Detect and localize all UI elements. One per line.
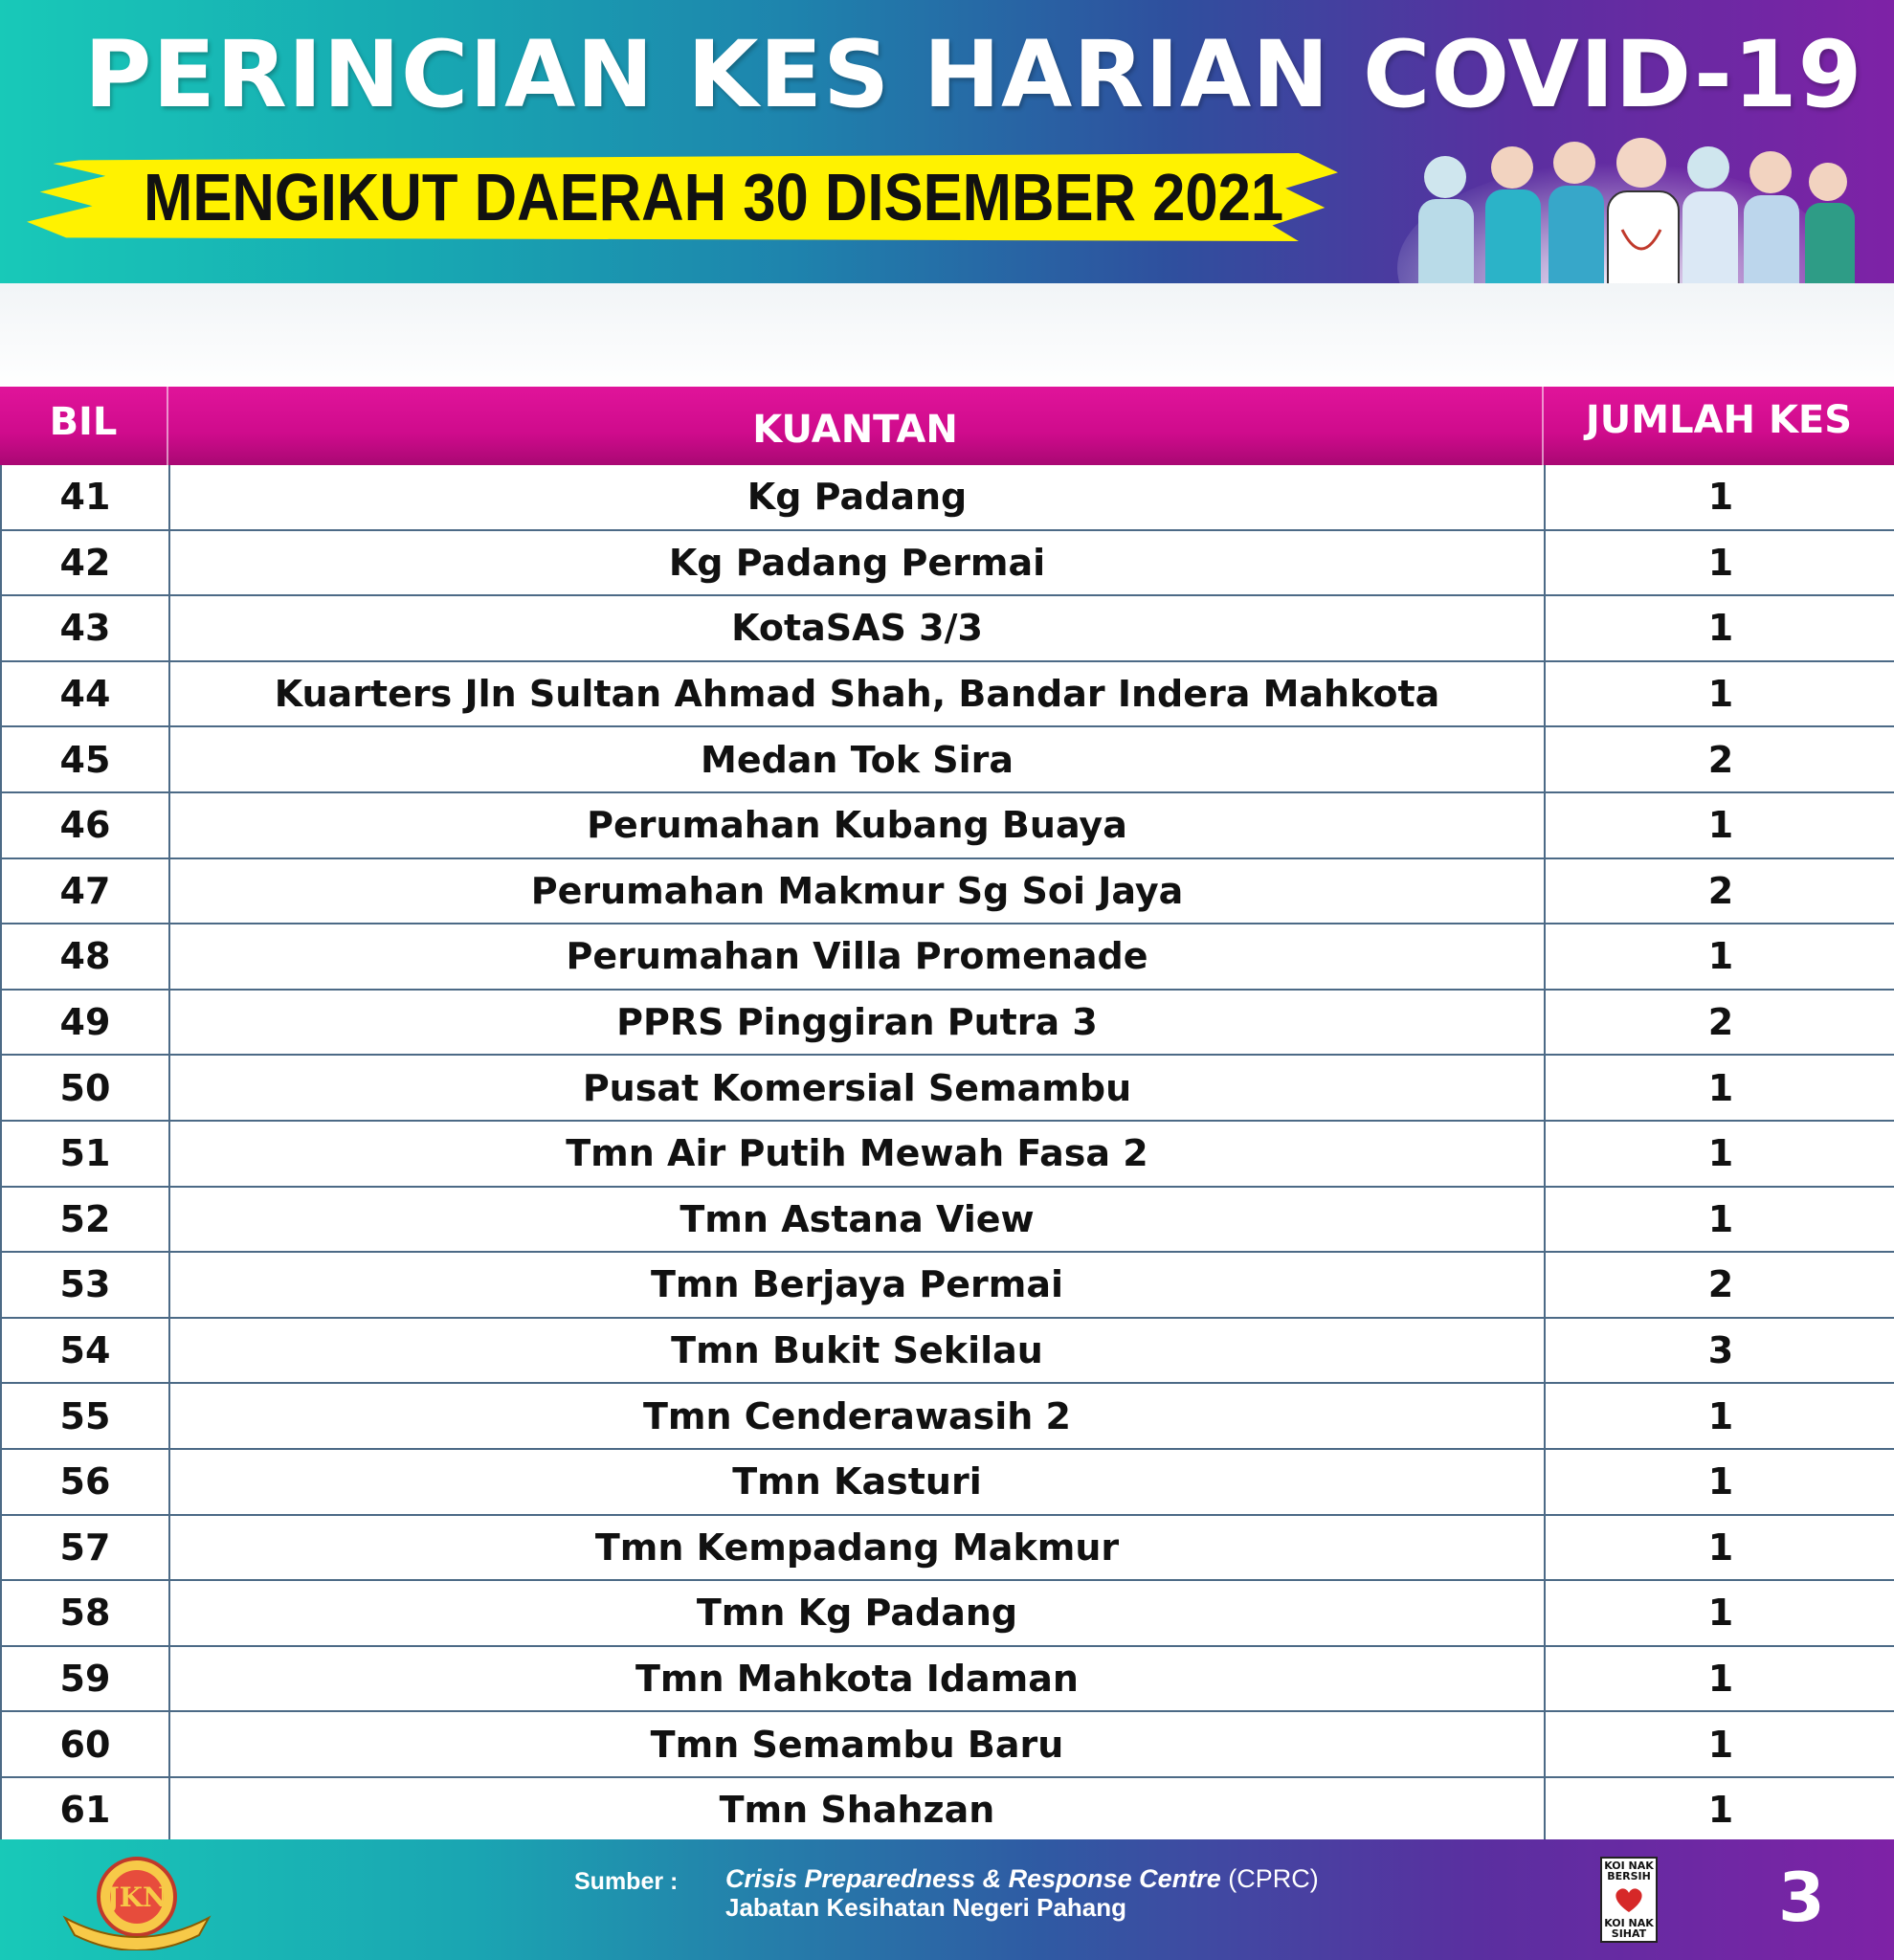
table-row <box>2 991 1894 1057</box>
jkn-crest-icon <box>56 1851 218 1950</box>
case-count-cell: 1 <box>1707 607 1734 650</box>
table-row <box>2 1056 1894 1122</box>
location-cell: PPRS Pinggiran Putra 3 <box>170 991 1546 1055</box>
column-header-total-cases: JUMLAH KES <box>1585 398 1853 442</box>
case-count-cell: 3 <box>1707 1329 1734 1372</box>
source-organisation <box>725 1864 1319 1894</box>
location-cell: Perumahan Makmur Sg Soi Jaya <box>170 859 1546 924</box>
case-count-cell: 1 <box>1707 1657 1734 1700</box>
location-cell: Tmn Kg Padang <box>170 1581 1546 1645</box>
page-title: PERINCIAN KES HARIAN COVID-19 <box>84 21 1863 128</box>
case-count-cell: 1 <box>1707 935 1734 978</box>
koi-logo-top-text: KOI NAK BERSIH <box>1604 1860 1654 1882</box>
table-row <box>2 1188 1894 1254</box>
row-number-cell: 48 <box>2 924 170 989</box>
case-count-cell: 1 <box>1707 541 1734 584</box>
row-number-cell: 42 <box>2 531 170 595</box>
case-count-cell: 2 <box>1707 1263 1734 1306</box>
row-number-cell: 41 <box>2 465 170 529</box>
location-cell: Pusat Komersial Semambu <box>170 1056 1546 1120</box>
location-cell: Tmn Bukit Sekilau <box>170 1319 1546 1383</box>
table-row <box>2 924 1894 991</box>
row-number-cell: 54 <box>2 1319 170 1383</box>
location-cell: Perumahan Villa Promenade <box>170 924 1546 989</box>
table-row <box>2 1384 1894 1450</box>
table-row <box>2 662 1894 728</box>
table-body <box>0 465 1894 1843</box>
location-cell: Tmn Mahkota Idaman <box>170 1647 1546 1711</box>
row-number-cell: 60 <box>2 1712 170 1776</box>
row-number-cell: 47 <box>2 859 170 924</box>
location-cell: Tmn Kasturi <box>170 1450 1546 1514</box>
case-count-cell: 1 <box>1707 1723 1734 1766</box>
koi-nak-bersih-sihat-icon <box>1600 1857 1658 1943</box>
case-count-cell: 1 <box>1707 1394 1734 1437</box>
case-count-cell: 1 <box>1707 476 1734 519</box>
row-number-cell: 51 <box>2 1122 170 1186</box>
table-row <box>2 1122 1894 1188</box>
case-count-cell: 2 <box>1707 738 1734 781</box>
row-number-cell: 58 <box>2 1581 170 1645</box>
case-count-cell: 1 <box>1707 1460 1734 1503</box>
footer <box>0 1839 1894 1960</box>
case-count-cell: 1 <box>1707 1132 1734 1175</box>
location-cell: Tmn Cenderawasih 2 <box>170 1384 1546 1448</box>
location-cell: Kuarters Jln Sultan Ahmad Shah, Bandar Indera Mahkota <box>170 662 1546 726</box>
jkn-logo-text: JKN <box>106 1882 167 1913</box>
location-cell: Tmn Shahzan <box>170 1778 1546 1842</box>
cases-table <box>0 387 1894 1843</box>
page-number: 3 <box>1778 1859 1825 1937</box>
case-count-cell: 1 <box>1707 1197 1734 1240</box>
location-cell: Tmn Kempadang Makmur <box>170 1516 1546 1580</box>
koi-logo-bottom-text: KOI NAK SIHAT <box>1604 1917 1654 1940</box>
table-row <box>2 531 1894 597</box>
table-row <box>2 1647 1894 1713</box>
table-row <box>2 465 1894 531</box>
table-row <box>2 1516 1894 1582</box>
header-banner <box>0 0 1894 283</box>
location-cell: Tmn Astana View <box>170 1188 1546 1252</box>
row-number-cell: 53 <box>2 1253 170 1317</box>
heart-icon <box>1613 1885 1645 1914</box>
source-department: Jabatan Kesihatan Negeri Pahang <box>725 1893 1127 1922</box>
source-org-abbr: (CPRC) <box>1228 1864 1319 1893</box>
case-count-cell: 1 <box>1707 1526 1734 1569</box>
case-count-cell: 1 <box>1707 1066 1734 1109</box>
table-row <box>2 793 1894 859</box>
case-count-cell: 1 <box>1707 1789 1734 1832</box>
case-count-cell: 2 <box>1707 869 1734 912</box>
table-header <box>0 387 1894 465</box>
column-header-bil: BIL <box>0 387 168 465</box>
healthcare-workers-icon <box>1378 124 1885 283</box>
case-count-cell: 1 <box>1707 673 1734 716</box>
row-number-cell: 55 <box>2 1384 170 1448</box>
row-number-cell: 45 <box>2 727 170 791</box>
row-number-cell: 59 <box>2 1647 170 1711</box>
table-row <box>2 1778 1894 1844</box>
row-number-cell: 56 <box>2 1450 170 1514</box>
location-cell: Medan Tok Sira <box>170 727 1546 791</box>
column-header-district: KUANTAN <box>168 387 1544 465</box>
location-cell: Perumahan Kubang Buaya <box>170 793 1546 858</box>
row-number-cell: 49 <box>2 991 170 1055</box>
table-row <box>2 1712 1894 1778</box>
row-number-cell: 44 <box>2 662 170 726</box>
row-number-cell: 50 <box>2 1056 170 1120</box>
location-cell: Tmn Semambu Baru <box>170 1712 1546 1776</box>
row-number-cell: 46 <box>2 793 170 858</box>
location-cell: Tmn Air Putih Mewah Fasa 2 <box>170 1122 1546 1186</box>
row-number-cell: 52 <box>2 1188 170 1252</box>
location-cell: KotaSAS 3/3 <box>170 596 1546 660</box>
table-row <box>2 859 1894 925</box>
table-row <box>2 1253 1894 1319</box>
table-row <box>2 1319 1894 1385</box>
page-subtitle: MENGIKUT DAERAH 30 DISEMBER 2021 <box>144 160 1284 234</box>
source-label: Sumber : <box>574 1868 679 1895</box>
row-number-cell: 61 <box>2 1778 170 1842</box>
case-count-cell: 2 <box>1707 1001 1734 1044</box>
source-org-name: Crisis Preparedness & Response Centre <box>725 1864 1221 1893</box>
case-count-cell: 1 <box>1707 1592 1734 1635</box>
table-row <box>2 727 1894 793</box>
header-fade <box>0 283 1894 389</box>
row-number-cell: 43 <box>2 596 170 660</box>
table-row <box>2 1450 1894 1516</box>
location-cell: Kg Padang Permai <box>170 531 1546 595</box>
table-row <box>2 1581 1894 1647</box>
case-count-cell: 1 <box>1707 804 1734 847</box>
row-number-cell: 57 <box>2 1516 170 1580</box>
location-cell: Kg Padang <box>170 465 1546 529</box>
location-cell: Tmn Berjaya Permai <box>170 1253 1546 1317</box>
table-row <box>2 596 1894 662</box>
